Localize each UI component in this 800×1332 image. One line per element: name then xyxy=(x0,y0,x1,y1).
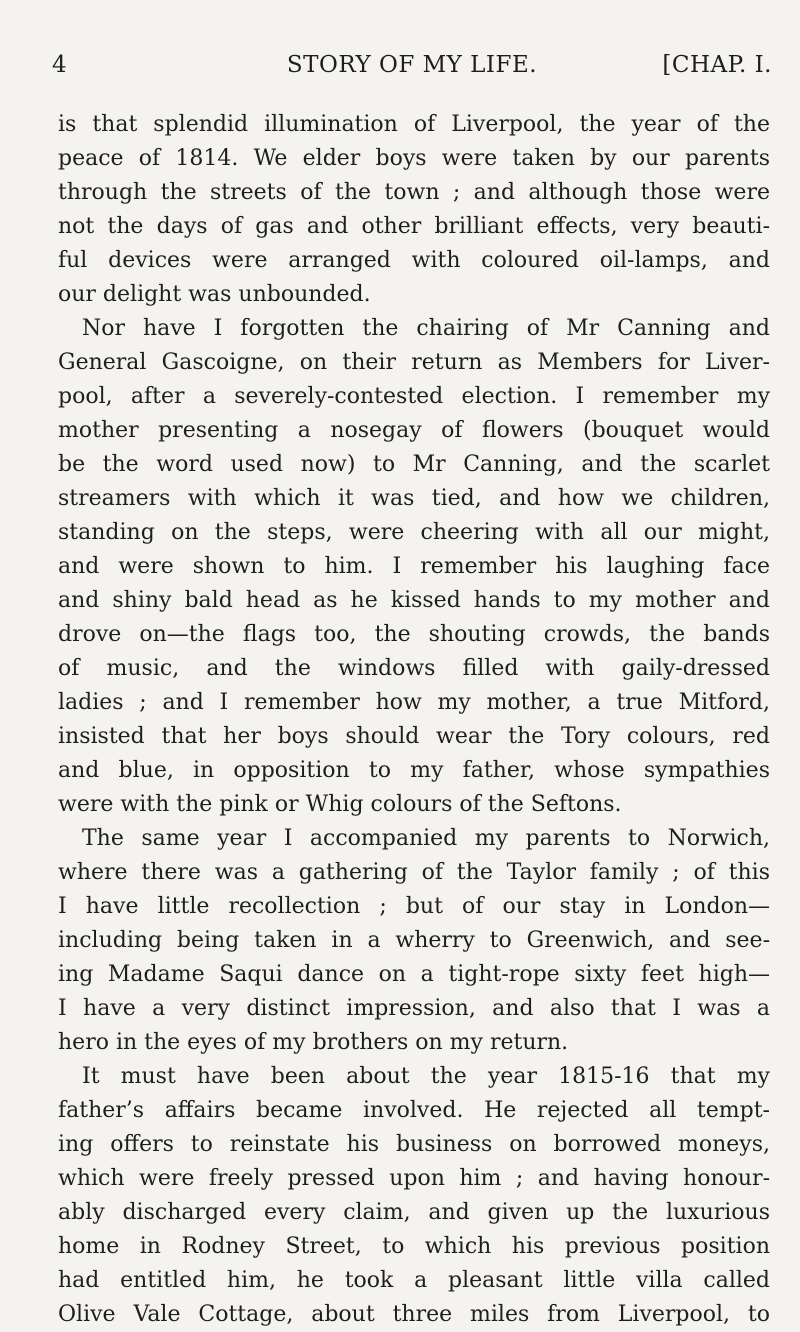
text-line: and were shown to him. I remember his laughing face xyxy=(58,554,770,579)
text-line: General Gascoigne, on their return as Members for Liver- xyxy=(58,350,770,375)
text-line: including being taken in a wherry to Greenwich, and see- xyxy=(58,928,770,953)
text-line: and blue, in opposition to my father, whose sympathies xyxy=(58,758,770,783)
text-line: of music, and the windows filled with gaily-dressed xyxy=(58,656,770,681)
text-line: streamers with which it was tied, and how we children, xyxy=(58,486,770,511)
text-line: be the word used now) to Mr Canning, and the scarlet xyxy=(58,452,770,477)
running-head xyxy=(52,52,772,86)
text-line: is that splendid illumination of Liverpool, the year of the xyxy=(58,112,770,137)
running-title: STORY OF MY LIFE. xyxy=(286,52,538,78)
text-line: ladies ; and I remember how my mother, a true Mitford, xyxy=(58,690,770,715)
text-line: ing offers to reinstate his business on borrowed moneys, xyxy=(58,1132,770,1157)
text-line: through the streets of the town ; and although those were xyxy=(58,180,770,205)
text-line: Nor have I forgotten the chairing of Mr Canning and xyxy=(82,316,770,341)
text-line: The same year I accompanied my parents to Norwich, xyxy=(82,826,770,851)
text-line: had entitled him, he took a pleasant little villa called xyxy=(58,1268,770,1293)
text-line: drove on—the flags too, the shouting crowds, the bands xyxy=(58,622,770,647)
page-number: 4 xyxy=(52,52,68,78)
text-line: father’s affairs became involved. He rejected all tempt- xyxy=(58,1098,770,1123)
body-text xyxy=(58,108,770,1332)
text-line: I have a very distinct impression, and also that I was a xyxy=(58,996,770,1021)
text-line: where there was a gathering of the Taylor family ; of this xyxy=(58,860,770,885)
text-line: mother presenting a nosegay of flowers (bouquet would xyxy=(58,418,770,443)
text-line: ful devices were arranged with coloured oil-lamps, and xyxy=(58,248,770,273)
chapter-reference: [CHAP. I. xyxy=(662,52,772,78)
text-line: not the days of gas and other brilliant effects, very beauti- xyxy=(58,214,770,239)
text-line: Olive Vale Cottage, about three miles from Liverpool, to xyxy=(58,1302,770,1327)
text-line: insisted that her boys should wear the Tory colours, red xyxy=(58,724,770,749)
text-line: pool, after a severely-contested election. I remember my xyxy=(58,384,770,409)
text-line: and shiny bald head as he kissed hands to my mother and xyxy=(58,588,770,613)
text-line: our delight was unbounded. xyxy=(58,282,371,307)
text-line: It must have been about the year 1815-16 that my xyxy=(82,1064,770,1089)
text-line: ably discharged every claim, and given up the luxurious xyxy=(58,1200,770,1225)
text-line: peace of 1814. We elder boys were taken by our parents xyxy=(58,146,770,171)
text-line: home in Rodney Street, to which his previous position xyxy=(58,1234,770,1259)
text-line: standing on the steps, were cheering with all our might, xyxy=(58,520,770,545)
text-line: I have little recollection ; but of our stay in London— xyxy=(58,894,770,919)
text-line: ing Madame Saqui dance on a tight-rope sixty feet high— xyxy=(58,962,770,987)
text-line: which were freely pressed upon him ; and having honour- xyxy=(58,1166,770,1191)
text-line: hero in the eyes of my brothers on my return. xyxy=(58,1030,569,1055)
text-line: were with the pink or Whig colours of the Seftons. xyxy=(58,792,622,817)
